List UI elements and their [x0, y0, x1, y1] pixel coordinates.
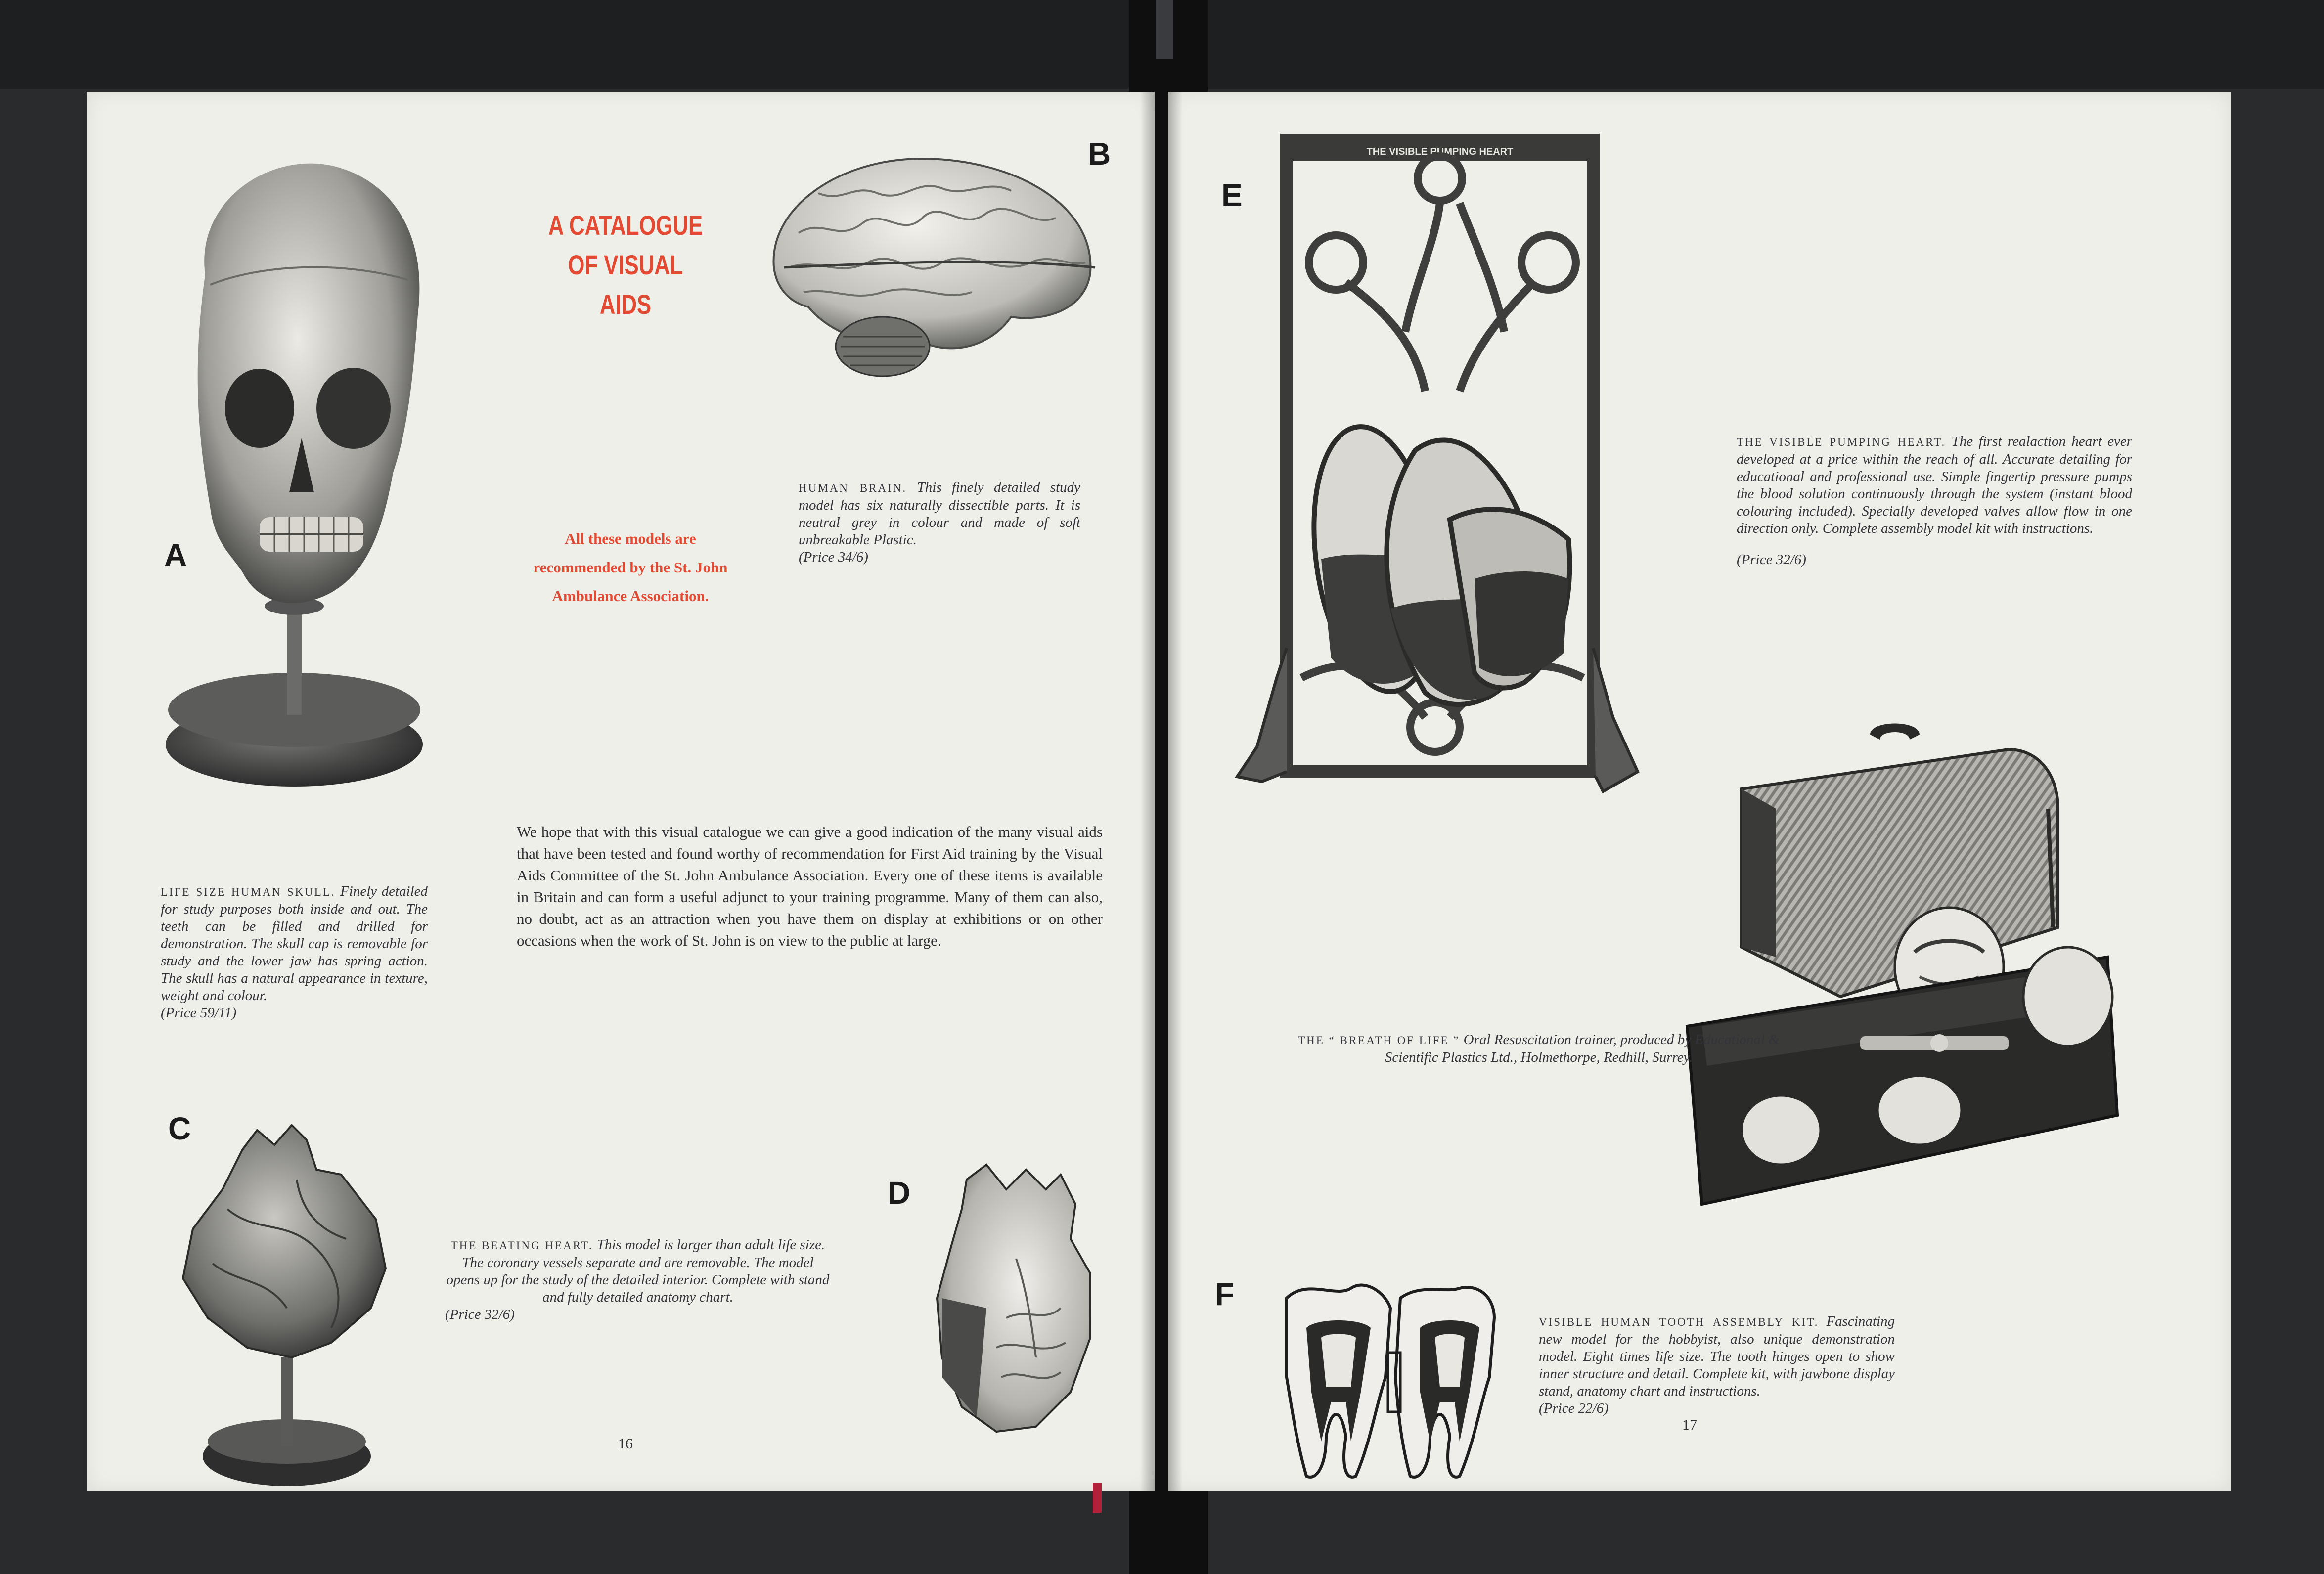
skull-illustration [161, 151, 428, 794]
caption-brain-name: HUMAN BRAIN. [799, 482, 907, 494]
bookmark-ribbon [1093, 1483, 1102, 1513]
page-number-right: 17 [1682, 1417, 1697, 1433]
caption-visible-pumping-heart [1737, 433, 2132, 568]
caption-pumping-heart-name: THE VISIBLE PUMPING HEART. [1737, 436, 1946, 448]
figure-letter-f: F [1215, 1276, 1235, 1312]
caption-tooth-text: Fascinating new model for the hobbyist, also unique demonstration model. Eight times life size. The tooth hinges open to show inner structure and detail. Complete kit, with jawbone display stand, anatomy chart and instructions. [1539, 1313, 1895, 1399]
intro-paragraph: We hope that with this visual catalogue we can give a good indication of the many visual aids that have been tested and found worthy of recommendation for First Aid training by the Visual Aids Committee of the St. John Ambulance Association. Every one of these items is available in Britain and can form a useful adjunct to your training programme. Many of them can also, no doubt, act as an attraction when you have them on display at exhibitions or on other occasions when the work of St. John is on view to the public at large. [517, 823, 1103, 949]
tooth-model-illustration [1277, 1278, 1504, 1486]
model-label-text: THE VISIBLE PUMPING HEART [1366, 146, 1514, 157]
breath-of-life-trainer-illustration [1662, 720, 2157, 1249]
caption-tooth-price: (Price 22/6) [1539, 1400, 1609, 1416]
left-page [87, 92, 1155, 1491]
figure-letter-d: D [888, 1175, 911, 1211]
caption-pumping-heart-price: (Price 32/6) [1737, 552, 1806, 568]
caption-tooth-name: VISIBLE HUMAN TOOTH ASSEMBLY KIT. [1539, 1316, 1819, 1328]
caption-pumping-heart-text: The first realaction heart ever developed at a price within the reach of all. Accurate detailing for educational and professional use. Simple fingertip pressure pumps the blood solution continuously through the system (instant blood colouring included). Specially developed valves allow flow in one direction only. Complete assembly model kit with instructions. [1737, 434, 2133, 536]
caption-human-brain [799, 479, 1080, 566]
caption-breath-of-life-name: THE “ BREATH OF LIFE ” [1298, 1034, 1460, 1047]
caption-breath-of-life [1282, 1031, 1796, 1066]
caption-beating-heart-text: This model is larger than adult life size. The coronary vessels separate and are removable. The model opens up for the study of the detailed interior. Complete with stand and fully detailed anatomy chart. [446, 1237, 830, 1305]
beating-heart-illustration [168, 1120, 405, 1506]
brain-illustration [754, 144, 1100, 401]
figure-letter-b: B [1088, 136, 1111, 172]
heart-model-illustration [932, 1160, 1100, 1437]
caption-skull-name: LIFE SIZE HUMAN SKULL. [161, 886, 336, 898]
caption-skull-text: Finely detailed for study purposes both inside and out. The teeth can be filled and drilled for demonstration. The skull cap is removable for study and the lower jaw has spring action. The skull has a natural appearance in texture, weight and colour. [161, 883, 428, 1004]
figure-letter-a: A [164, 537, 187, 573]
caption-beating-heart [445, 1236, 831, 1323]
figure-letter-e: E [1221, 177, 1243, 213]
figure-letter-c: C [168, 1111, 191, 1146]
page-number-left: 16 [618, 1436, 633, 1452]
catalogue-title: A CATALOGUE OF VISUAL AIDS [548, 210, 703, 320]
right-page [1168, 92, 2231, 1491]
caption-human-skull [161, 883, 428, 1022]
gutter-highlight [1156, 0, 1173, 59]
caption-breath-of-life-text: Oral Resuscitation trainer, produced by Educational & Scientific Plastics Ltd., Holmethorpe, Redhill, Surrey. [1385, 1032, 1780, 1065]
caption-beating-heart-name: THE BEATING HEART. [450, 1239, 593, 1252]
caption-brain-text: This finely detailed study model has six naturally dissectible parts. It is neutral grey in colour and made of soft unbreakable Plastic. [799, 480, 1081, 548]
catalogue-subtitle: All these models are recommended by the St. John Ambulance Association. [533, 530, 728, 605]
caption-tooth-kit [1539, 1313, 1895, 1417]
caption-beating-heart-price: (Price 32/6) [445, 1307, 515, 1322]
visible-pumping-heart-illustration [1227, 134, 1672, 871]
caption-skull-price: (Price 59/11) [161, 1005, 237, 1021]
caption-brain-price: (Price 34/6) [799, 549, 868, 565]
